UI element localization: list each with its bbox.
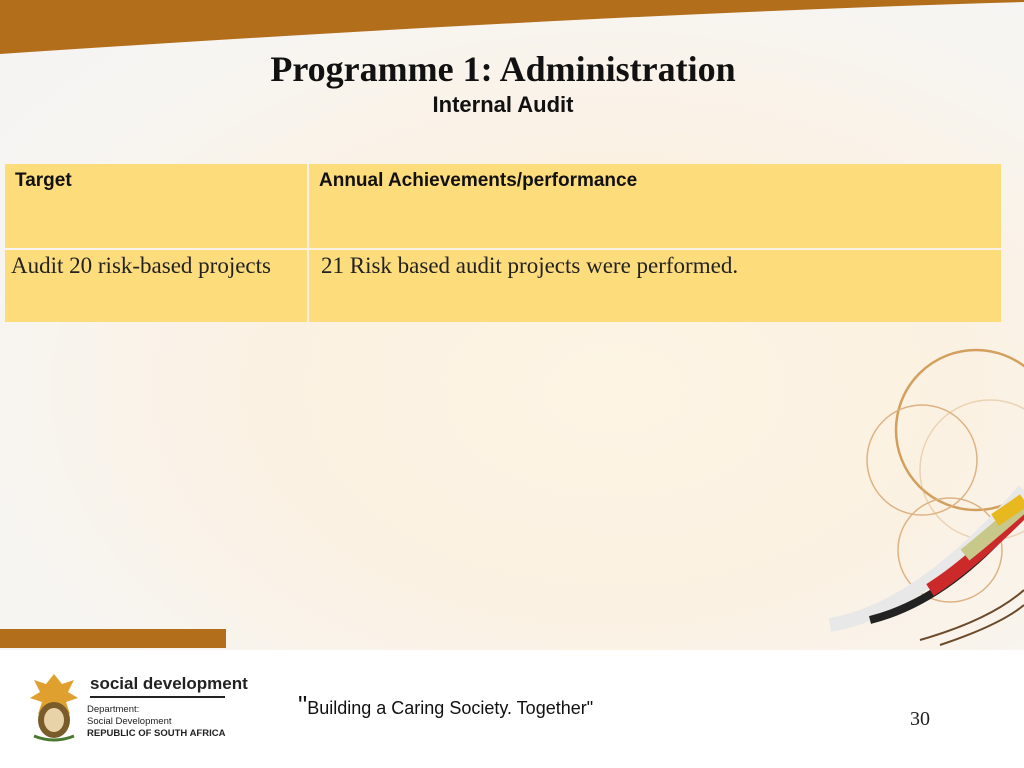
header-achievements: Annual Achievements/performance <box>309 164 1001 248</box>
coat-of-arms-icon <box>26 670 82 744</box>
audit-table <box>3 162 1003 324</box>
header-target: Target <box>5 164 307 248</box>
brand-name: social development <box>90 674 248 693</box>
department-block <box>87 704 225 740</box>
bottom-band <box>0 629 226 648</box>
table-row <box>5 250 1001 322</box>
cell-achievement: 21 Risk based audit projects were performed. <box>309 250 1001 322</box>
slogan <box>298 690 593 721</box>
cell-target: Audit 20 risk-based projects <box>5 250 307 322</box>
beadwork-decoration <box>800 320 1024 650</box>
brand-divider <box>90 696 225 698</box>
page-number: 30 <box>910 708 930 730</box>
dept-line-2: Social Development <box>87 716 172 727</box>
dept-line-1: Department: <box>87 704 140 715</box>
page-title: Programme 1: Administration <box>270 49 736 89</box>
slogan-text: Building a Caring Society. Together" <box>307 698 594 718</box>
table-header-row <box>5 164 1001 248</box>
dept-line-3: REPUBLIC OF SOUTH AFRICA <box>87 728 226 739</box>
page-subtitle: Internal Audit <box>432 92 574 117</box>
slogan-open-quote: " <box>298 690 308 720</box>
